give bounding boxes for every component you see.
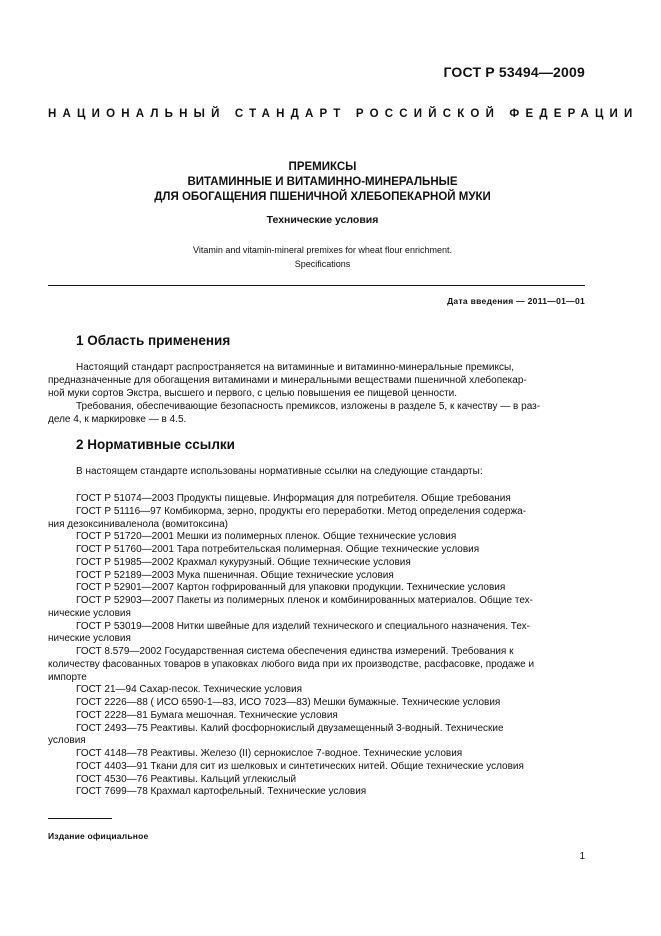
reference-line: ГОСТ 4148—78 Реактивы. Железо (II) сернокислое 7-водное. Технические условия: [76, 748, 463, 759]
reference-item: [48, 646, 585, 684]
title-line: ДЛЯ ОБОГАЩЕНИЯ ПШЕНИЧНОЙ ХЛЕБОПЕКАРНОЙ МУКИ: [154, 191, 491, 203]
reference-item: [48, 595, 585, 621]
text-line: Требования, обеспечивающие безопасность премиксов, изложены в разделе 5, к качеству — в раз-: [76, 401, 541, 412]
reference-line: ГОСТ Р 52901—2007 Картон гофрированный для упаковки продукции. Технические условия: [76, 582, 506, 594]
national-standard-heading: НАЦИОНАЛЬНЫЙ СТАНДАРТ РОССИЙСКОЙ ФЕДЕРАЦИИ: [48, 108, 639, 120]
reference-line: ГОСТ Р 52903—2007 Пакеты из полимерных пленок и комбинированных материалов. Общие тех-: [76, 595, 533, 606]
reference-line: ГОСТ 2228—81 Бумага мешочная. Технические условия: [76, 709, 338, 721]
normative-references-list: [48, 493, 585, 799]
text-line: предназначенные для обогащения витаминами и минеральными веществами пшеничной хлебопекар-: [48, 374, 527, 386]
reference-line: ГОСТ Р 51985—2002 Крахмал кукурузный. Общие технические условия: [76, 556, 411, 568]
title-line: ВИТАМИННЫЕ И ВИТАМИННО-МИНЕРАЛЬНЫЕ: [187, 176, 458, 188]
introduction-date: Дата введения — 2011—01—01: [447, 296, 585, 306]
english-title: [60, 243, 585, 271]
text-line: В настоящем стандарте использованы нормативные ссылки на следующие стандарты:: [76, 466, 483, 477]
section-2-intro: [48, 466, 585, 479]
reference-item: [48, 544, 585, 557]
reference-item: [48, 557, 585, 570]
reference-line: ГОСТ 7699—78 Крахмал картофельный. Технические условия: [76, 786, 367, 798]
reference-item: [48, 531, 585, 544]
reference-line: импорте: [48, 671, 87, 683]
reference-line: ГОСТ 2226—88 ( ИСО 6590-1—83, ИСО 7023—83) Мешки бумажные. Технические условия: [76, 697, 501, 708]
reference-line: ГОСТ Р 51760—2001 Тара потребительская полимерная. Общие технические условия: [76, 544, 480, 555]
reference-item: [48, 506, 585, 532]
reference-line: ГОСТ 8.579—2002 Государственная система обеспечения единства измерений. Требования к: [76, 646, 514, 657]
reference-line: ГОСТ 4530—76 Реактивы. Кальций углекислый: [76, 773, 297, 785]
reference-line: ГОСТ Р 53019—2008 Нитки швейные для изделий технического и специального назначения. Тех-: [76, 620, 531, 632]
reference-line: нические условия: [48, 607, 131, 619]
text-line: деле 4, к маркировке — в 4.5.: [48, 413, 187, 425]
text-line: ной муки сортов Экстра, высшего и первого, с целью повышения ее пищевой ценности.: [48, 387, 458, 399]
reference-item: [48, 570, 585, 583]
reference-item: [48, 493, 585, 506]
reference-line: ГОСТ Р 52189—2003 Мука пшеничная. Общие технические условия: [76, 569, 394, 581]
reference-line: ГОСТ Р 51720—2001 Мешки из полимерных пленок. Общие технические условия: [76, 531, 457, 543]
reference-item: [48, 582, 585, 595]
reference-line: ГОСТ 4403—91 Ткани для сит из шелковых и синтетических нитей. Общие технические условия: [76, 760, 524, 772]
header-divider: [48, 285, 585, 286]
section-2-heading: 2 Нормативные ссылки: [76, 437, 235, 452]
reference-line: ГОСТ 2493—75 Реактивы. Калий фосфорнокислый двузамещенный 3-водный. Технические: [76, 722, 504, 734]
reference-line: условия: [48, 735, 86, 747]
reference-line: ГОСТ 21—94 Сахар-песок. Технические условия: [76, 684, 303, 696]
document-code: ГОСТ Р 53494—2009: [443, 64, 585, 80]
section-1-heading: 1 Область применения: [76, 333, 231, 348]
reference-item: [48, 684, 585, 697]
reference-item: [48, 697, 585, 710]
reference-item: [48, 621, 585, 647]
reference-line: ГОСТ Р 51074—2003 Продукты пищевые. Информация для потребителя. Общие требования: [76, 493, 511, 504]
section-1-paragraph-1: [48, 362, 585, 400]
reference-item: [48, 761, 585, 774]
reference-line: ГОСТ Р 51116—97 Комбикорма, зерно, продукты его переработки. Метод определения содержа-: [76, 505, 527, 517]
reference-line: нические условия: [48, 633, 131, 645]
document-title: [60, 160, 585, 205]
document-subtitle: Технические условия: [266, 214, 379, 226]
reference-item: [48, 723, 585, 749]
reference-line: ния дезоксиниваленола (вомитоксина): [48, 518, 228, 530]
edition-label: Издание официальное: [48, 831, 149, 841]
reference-line: количеству фасованных товаров в упаковках любого вида при их производстве, расфасовке, продаже и: [48, 658, 535, 670]
footer-divider: [48, 818, 112, 819]
reference-item: [48, 774, 585, 787]
reference-item: [48, 710, 585, 723]
text-line: Настоящий стандарт распространяется на витаминные и витаминно-минеральные премиксы,: [76, 362, 514, 373]
english-title-line: Specifications: [294, 259, 351, 269]
section-1-paragraph-2: [48, 401, 585, 427]
english-title-line: Vitamin and vitamin-mineral premixes for wheat flour enrichment.: [193, 245, 452, 255]
reference-item: [48, 786, 585, 799]
page-number: 1: [579, 851, 585, 862]
reference-item: [48, 748, 585, 761]
title-line: ПРЕМИКСЫ: [288, 161, 357, 173]
